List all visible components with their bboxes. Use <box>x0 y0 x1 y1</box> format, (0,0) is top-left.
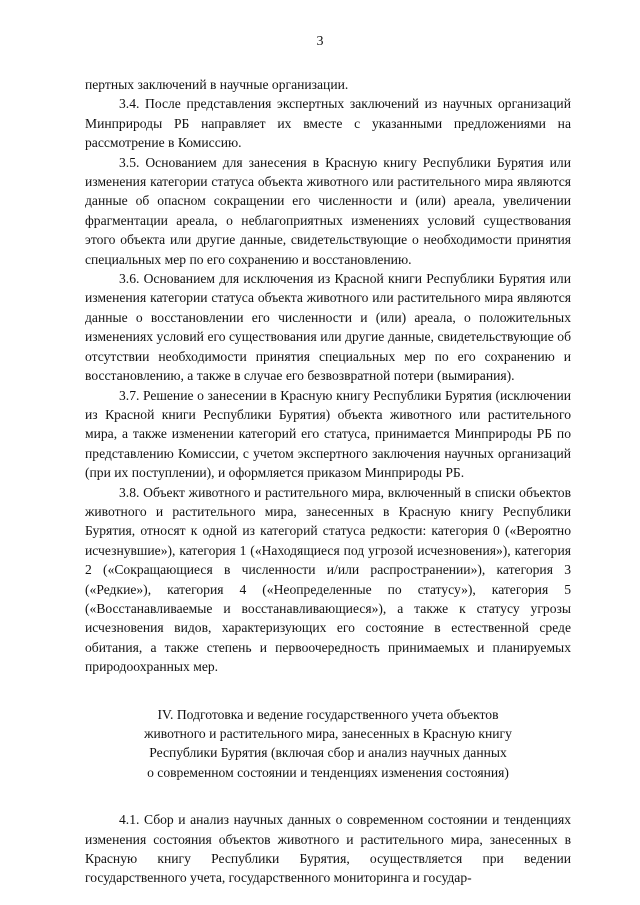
paragraph-4-1: 4.1. Сбор и анализ научных данных о современном состоянии и тенденциях изменения состояния объектов животного и растительного мира, занесенных в Красную книгу Республики Бурятия, осуществляется при ведении государственного учета, государственного мониторинга и государ- <box>85 812 571 886</box>
section-heading-line: о современном состоянии и тенденциях изменения состояния) <box>147 764 509 780</box>
section-heading <box>85 705 571 783</box>
section-heading-line: IV. Подготовка и ведение государственного учета объектов <box>157 706 499 722</box>
paragraph-3-4: 3.4. После представления экспертных заключений из научных организаций Минприроды РБ направляет их вместе с указанными предложениями на рассмотрение в Комиссию. <box>85 96 571 151</box>
paragraphs-after <box>85 810 571 888</box>
paragraph-3-6: 3.6. Основанием для исключения из Красной книги Республики Бурятия или изменения категории статуса объекта животного или растительного мира являются данные о восстановлении его численности и (или) ареала, о положительных изменениях условий его существования или другие данные, свидетельствующие об отсутствии необходимости принятия специальных мер по его сохранению и восстановлению, а также в случае его безвозвратной потери (вымирания). <box>85 271 571 384</box>
document-body <box>85 75 571 888</box>
page-number: 3 <box>316 34 324 49</box>
paragraphs-before <box>85 75 571 677</box>
paragraph-3-7: 3.7. Решение о занесении в Красную книгу Республики Бурятия (исключении из Красной книги Республики Бурятия) объекта животного или растительного мира, а также изменении категорий его статуса, принимается Минприроды РБ по представлению Комиссии, с учетом экспертного заключения научных организаций (при их поступлении), и оформляется приказом Минприроды РБ. <box>85 387 571 481</box>
section-heading-line: животного и растительного мира, занесенных в Красную книгу <box>144 726 512 741</box>
paragraph-3-8: 3.8. Объект животного и растительного мира, включенный в списки объектов животного и растительного мира, занесенных в Красную книгу Республики Бурятия, относят к одной из категорий статуса редкости: категория 0 («Вероятно исчезнувшие»), категория 1 («Находящиеся под угрозой исчезновения»), категория 2 («Сокращающиеся в численности и/или распространении»), категория 3 («Редкие»), категория 4 («Неопределенные по статусу»), категория 5 («Восстанавливаемые и восстанавливающиеся»), а также к статусу угрозы исчезновения видов, характеризующих его состояние в естественной среде обитания, а также степень и первоочередность принимаемых и планируемых природоохранных мер. <box>85 484 571 675</box>
paragraph-3-5: 3.5. Основанием для занесения в Красную книгу Республики Бурятия или изменения категории статуса объекта животного или растительного мира являются данные об опасном сокращении его численности и (или) ареала, увеличении фрагментации ареала, о неблагоприятных изменениях условий существования этого объекта или другие данные, свидетельствующие о необходимости принятия специальных мер по его сохранению и восстановлению. <box>85 154 571 267</box>
section-heading-line: Республики Бурятия (включая сбор и анализ научных данных <box>149 745 507 761</box>
paragraph: пертных заключений в научные организации. <box>85 77 349 92</box>
